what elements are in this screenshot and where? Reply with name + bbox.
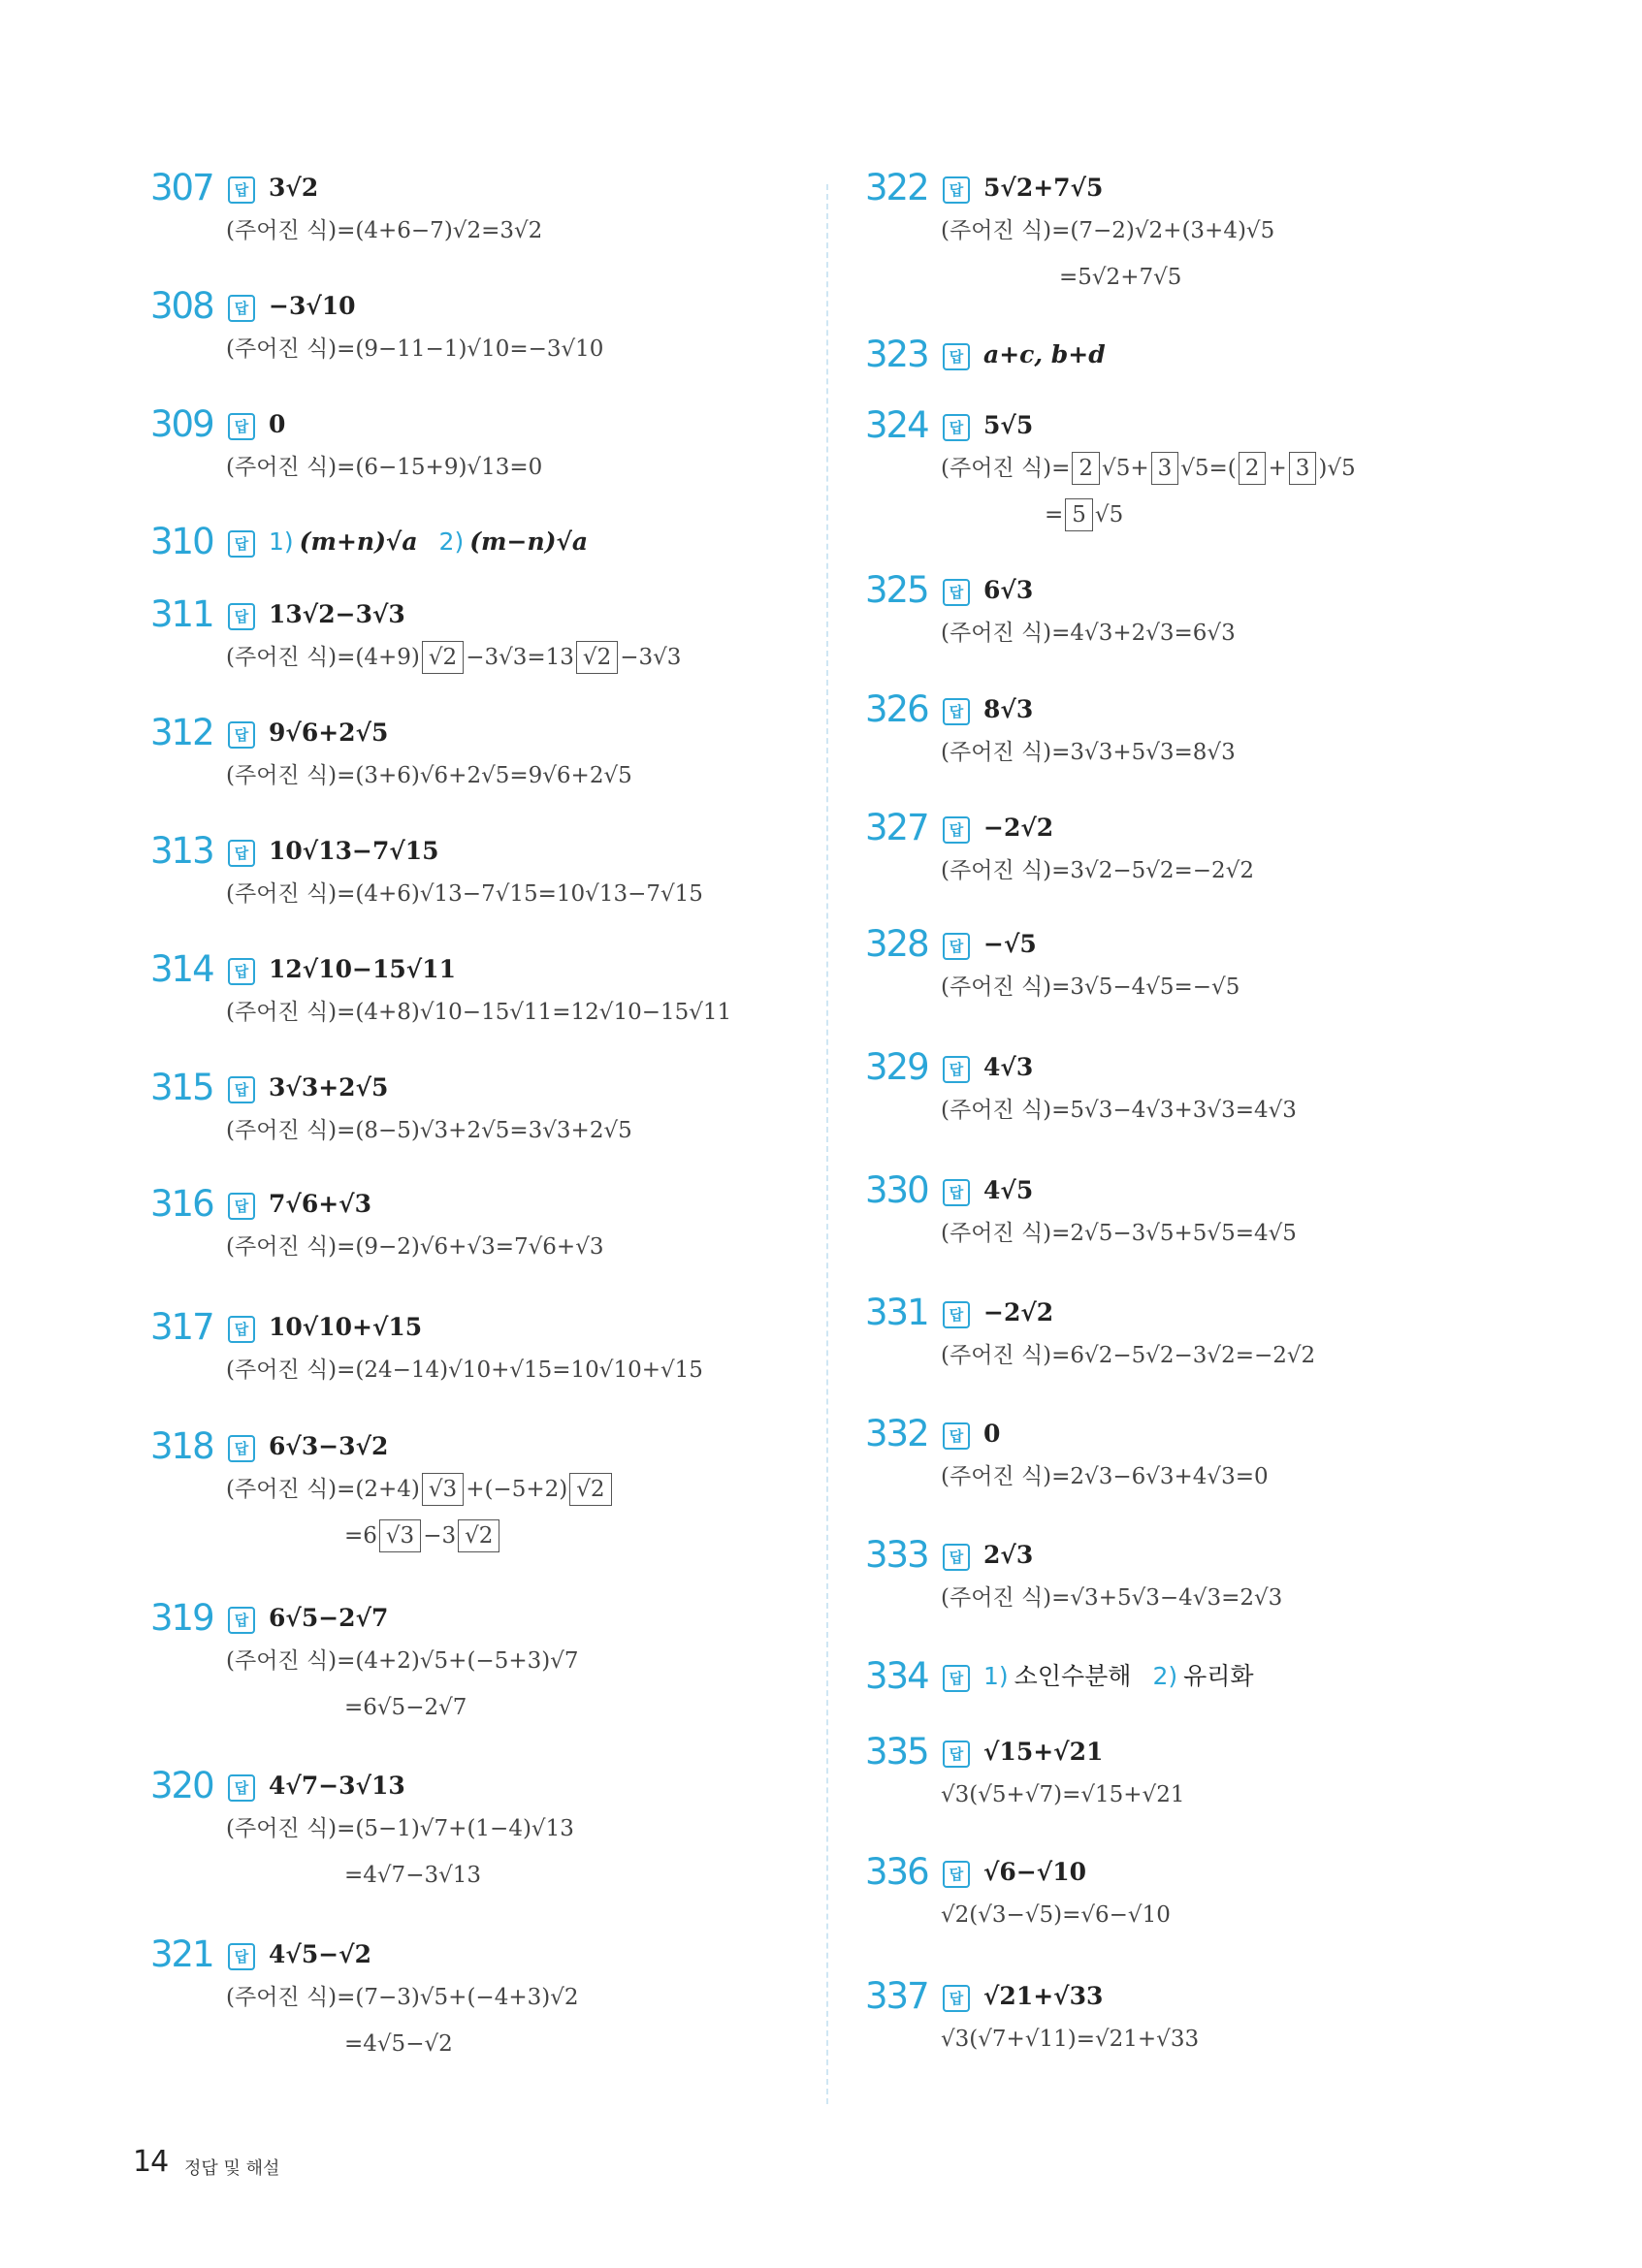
blank-box: √3 bbox=[422, 1473, 464, 1506]
answer: 5√2+7√5 bbox=[983, 174, 1104, 202]
blank-box: √3 bbox=[379, 1519, 421, 1552]
solution-line: (주어진 식)=(4+8)√10−15√11=12√10−15√11 bbox=[226, 1000, 732, 1025]
problem-number: 315 bbox=[150, 1067, 213, 1108]
solution-line: (주어진 식)=(9−2)√6+√3=7√6+√3 bbox=[226, 1234, 604, 1260]
solution-line: (주어진 식)=(7−3)√5+(−4+3)√2 bbox=[226, 1985, 579, 2010]
answer-badge-icon: 답 bbox=[228, 1193, 255, 1220]
sub-answer-label: 2) bbox=[438, 527, 465, 556]
problem-number: 317 bbox=[150, 1306, 213, 1348]
answer-badge-icon: 답 bbox=[943, 1741, 970, 1768]
answer-badge-icon: 답 bbox=[943, 1179, 970, 1206]
problem-number: 327 bbox=[865, 807, 928, 848]
sub-answer-label: 1) bbox=[269, 527, 294, 556]
problem-number: 328 bbox=[865, 923, 928, 965]
solution-line: = 5 √5 bbox=[1045, 495, 1123, 534]
solution-line: √2(√3−√5)=√6−√10 bbox=[941, 1902, 1171, 1928]
sub-answer-label: 1) bbox=[983, 1662, 1009, 1690]
solution-line: (주어진 식)=3√2−5√2=−2√2 bbox=[941, 858, 1254, 883]
problem-number: 310 bbox=[150, 521, 213, 562]
problem-number: 312 bbox=[150, 712, 213, 753]
answer bbox=[269, 519, 588, 565]
sub-answer-text: 유리화 bbox=[1183, 1662, 1254, 1690]
problem-number: 318 bbox=[150, 1425, 213, 1467]
answer-badge-icon: 답 bbox=[228, 840, 255, 867]
problem-number: 322 bbox=[865, 167, 928, 208]
problem-number: 314 bbox=[150, 948, 213, 990]
sub-answer-text: (m+n)√a bbox=[299, 527, 418, 556]
solution-line: (주어진 식)=(6−15+9)√13=0 bbox=[226, 455, 543, 480]
solution-line: (주어진 식)=(4+2)√5+(−5+3)√7 bbox=[226, 1648, 579, 1674]
solution-line: =4√5−√2 bbox=[344, 2031, 453, 2057]
sub-answer-label: 2) bbox=[1152, 1662, 1178, 1690]
answer: −2√2 bbox=[983, 1298, 1054, 1326]
answer-badge-icon: 답 bbox=[943, 1301, 970, 1328]
solution-line: (주어진 식)=(8−5)√3+2√5=3√3+2√5 bbox=[226, 1118, 632, 1143]
problem-number: 336 bbox=[865, 1851, 928, 1893]
problem-number: 308 bbox=[150, 285, 213, 327]
answer-badge-icon: 답 bbox=[228, 1943, 255, 1970]
answer-badge-icon: 답 bbox=[943, 816, 970, 844]
answer-badge-icon: 답 bbox=[228, 530, 255, 558]
answer-badge-icon: 답 bbox=[943, 1985, 970, 2012]
answer: 4√5 bbox=[983, 1176, 1034, 1204]
problem-number: 323 bbox=[865, 334, 928, 375]
answer-badge-icon: 답 bbox=[228, 413, 255, 440]
solution-line: (주어진 식)=6√2−5√2−3√2=−2√2 bbox=[941, 1343, 1316, 1368]
answer: −3√10 bbox=[269, 292, 356, 320]
problem-number: 337 bbox=[865, 1975, 928, 2017]
problem-number: 320 bbox=[150, 1765, 213, 1806]
answer bbox=[983, 1653, 1254, 1700]
answer: 4√5−√2 bbox=[269, 1940, 371, 1968]
blank-box: √2 bbox=[576, 641, 618, 674]
answer: √6−√10 bbox=[983, 1858, 1086, 1886]
answer: 6√5−2√7 bbox=[269, 1604, 389, 1632]
problem-number: 321 bbox=[150, 1933, 213, 1975]
answer: 6√3−3√2 bbox=[269, 1432, 389, 1460]
solution-line: (주어진 식)=(9−11−1)√10=−3√10 bbox=[226, 336, 604, 362]
solution-line: √3(√5+√7)=√15+√21 bbox=[941, 1782, 1185, 1807]
solution-line: (주어진 식)=√3+5√3−4√3=2√3 bbox=[941, 1585, 1283, 1611]
blank-box: 3 bbox=[1151, 452, 1179, 485]
answer: −2√2 bbox=[983, 814, 1054, 842]
blank-box: 2 bbox=[1239, 452, 1267, 485]
solution-line: =5√2+7√5 bbox=[1059, 265, 1182, 290]
page-number: 14 bbox=[133, 2145, 169, 2179]
solution-line: (주어진 식)=(7−2)√2+(3+4)√5 bbox=[941, 218, 1275, 243]
answer: 3√3+2√5 bbox=[269, 1073, 389, 1102]
problem-number: 334 bbox=[865, 1655, 928, 1697]
problem-number: 329 bbox=[865, 1046, 928, 1088]
problem-number: 335 bbox=[865, 1731, 928, 1773]
answer-badge-icon: 답 bbox=[228, 1076, 255, 1103]
answer: 5√5 bbox=[983, 411, 1034, 439]
blank-box: 5 bbox=[1065, 498, 1093, 531]
answer: 10√13−7√15 bbox=[269, 837, 439, 865]
problem-number: 307 bbox=[150, 167, 213, 208]
solution-line: √3(√7+√11)=√21+√33 bbox=[941, 2027, 1200, 2052]
answer-badge-icon: 답 bbox=[943, 176, 970, 204]
answer: 0 bbox=[269, 410, 286, 438]
answer-badge-icon: 답 bbox=[228, 958, 255, 985]
solution-line: (주어진 식)=(4+6)√13−7√15=10√13−7√15 bbox=[226, 881, 703, 907]
blank-box: √2 bbox=[422, 641, 464, 674]
problem-number: 326 bbox=[865, 688, 928, 730]
problem-number: 313 bbox=[150, 830, 213, 872]
answer-badge-icon: 답 bbox=[228, 1607, 255, 1634]
solution-line: (주어진 식)=2√3−6√3+4√3=0 bbox=[941, 1464, 1269, 1489]
problem-number: 332 bbox=[865, 1413, 928, 1454]
problem-number: 331 bbox=[865, 1292, 928, 1333]
problem-number: 324 bbox=[865, 404, 928, 446]
answer-badge-icon: 답 bbox=[943, 1056, 970, 1083]
answer-badge-icon: 답 bbox=[228, 603, 255, 630]
blank-box: 3 bbox=[1289, 452, 1317, 485]
answer: a+c, b+d bbox=[983, 340, 1106, 368]
solution-line: (주어진 식)=3√3+5√3=8√3 bbox=[941, 740, 1236, 765]
answer: 4√7−3√13 bbox=[269, 1772, 405, 1800]
solution-line: (주어진 식)=3√5−4√5=−√5 bbox=[941, 974, 1240, 1000]
answer-badge-icon: 답 bbox=[228, 1774, 255, 1802]
blank-box: √2 bbox=[569, 1473, 611, 1506]
answer-badge-icon: 답 bbox=[228, 1435, 255, 1462]
solution-line: (주어진 식)=2√5−3√5+5√5=4√5 bbox=[941, 1221, 1297, 1246]
answer: 2√3 bbox=[983, 1541, 1034, 1569]
solution-line: (주어진 식)= 2 √5+ 3 √5=( 2 + 3 )√5 bbox=[941, 449, 1356, 488]
answer-badge-icon: 답 bbox=[943, 579, 970, 606]
answer-badge-icon: 답 bbox=[943, 414, 970, 441]
problem-number: 325 bbox=[865, 569, 928, 611]
answer: 3√2 bbox=[269, 174, 319, 202]
problem-number: 319 bbox=[150, 1597, 213, 1639]
solution-line: (주어진 식)=(4+9) √2 −3√3=13 √2 −3√3 bbox=[226, 638, 681, 677]
blank-box: 2 bbox=[1072, 452, 1100, 485]
answer: 13√2−3√3 bbox=[269, 600, 405, 628]
solution-line: (주어진 식)=5√3−4√3+3√3=4√3 bbox=[941, 1098, 1297, 1123]
column-divider bbox=[826, 184, 828, 2104]
footer-title: 정답 및 해설 bbox=[184, 2158, 280, 2179]
answer-badge-icon: 답 bbox=[943, 933, 970, 960]
answer: 12√10−15√11 bbox=[269, 955, 456, 983]
solution-line: (주어진 식)=(3+6)√6+2√5=9√6+2√5 bbox=[226, 763, 632, 788]
answer-badge-icon: 답 bbox=[228, 721, 255, 749]
answer: √15+√21 bbox=[983, 1738, 1104, 1766]
solution-line: =6√5−2√7 bbox=[344, 1695, 467, 1720]
solution-line: (주어진 식)=(2+4) √3 +(−5+2) √2 bbox=[226, 1470, 614, 1509]
problem-number: 309 bbox=[150, 403, 213, 445]
answer-badge-icon: 답 bbox=[943, 1422, 970, 1450]
problem-number: 316 bbox=[150, 1183, 213, 1225]
solution-line: (주어진 식)=(5−1)√7+(1−4)√13 bbox=[226, 1816, 574, 1841]
problem-number: 333 bbox=[865, 1534, 928, 1576]
answer-badge-icon: 답 bbox=[228, 295, 255, 322]
sub-answer-text: 소인수분해 bbox=[1014, 1662, 1132, 1690]
solution-line: (주어진 식)=(4+6−7)√2=3√2 bbox=[226, 218, 543, 243]
solution-line: (주어진 식)=(24−14)√10+√15=10√10+√15 bbox=[226, 1358, 703, 1383]
answer-badge-icon: 답 bbox=[228, 176, 255, 204]
answer: 6√3 bbox=[983, 576, 1034, 604]
answer-badge-icon: 답 bbox=[943, 1544, 970, 1571]
answer-badge-icon: 답 bbox=[228, 1316, 255, 1343]
answer: 9√6+2√5 bbox=[269, 719, 389, 747]
answer-badge-icon: 답 bbox=[943, 1665, 970, 1692]
problem-number: 311 bbox=[150, 593, 213, 635]
solution-line: =4√7−3√13 bbox=[344, 1863, 482, 1888]
sub-answer-text: (m−n)√a bbox=[469, 527, 589, 556]
answer: 10√10+√15 bbox=[269, 1313, 423, 1341]
answer: 8√3 bbox=[983, 695, 1034, 723]
answer-badge-icon: 답 bbox=[943, 698, 970, 725]
blank-box: √2 bbox=[458, 1519, 499, 1552]
answer: √21+√33 bbox=[983, 1982, 1104, 2010]
answer-badge-icon: 답 bbox=[943, 1861, 970, 1888]
answer: 0 bbox=[983, 1420, 1001, 1448]
answer-badge-icon: 답 bbox=[943, 343, 970, 370]
answer: −√5 bbox=[983, 930, 1037, 958]
solution-line: =6 √3 −3 √2 bbox=[344, 1517, 501, 1555]
answer: 4√3 bbox=[983, 1053, 1034, 1081]
answer: 7√6+√3 bbox=[269, 1190, 371, 1218]
solution-line: (주어진 식)=4√3+2√3=6√3 bbox=[941, 621, 1236, 646]
problem-number: 330 bbox=[865, 1169, 928, 1211]
